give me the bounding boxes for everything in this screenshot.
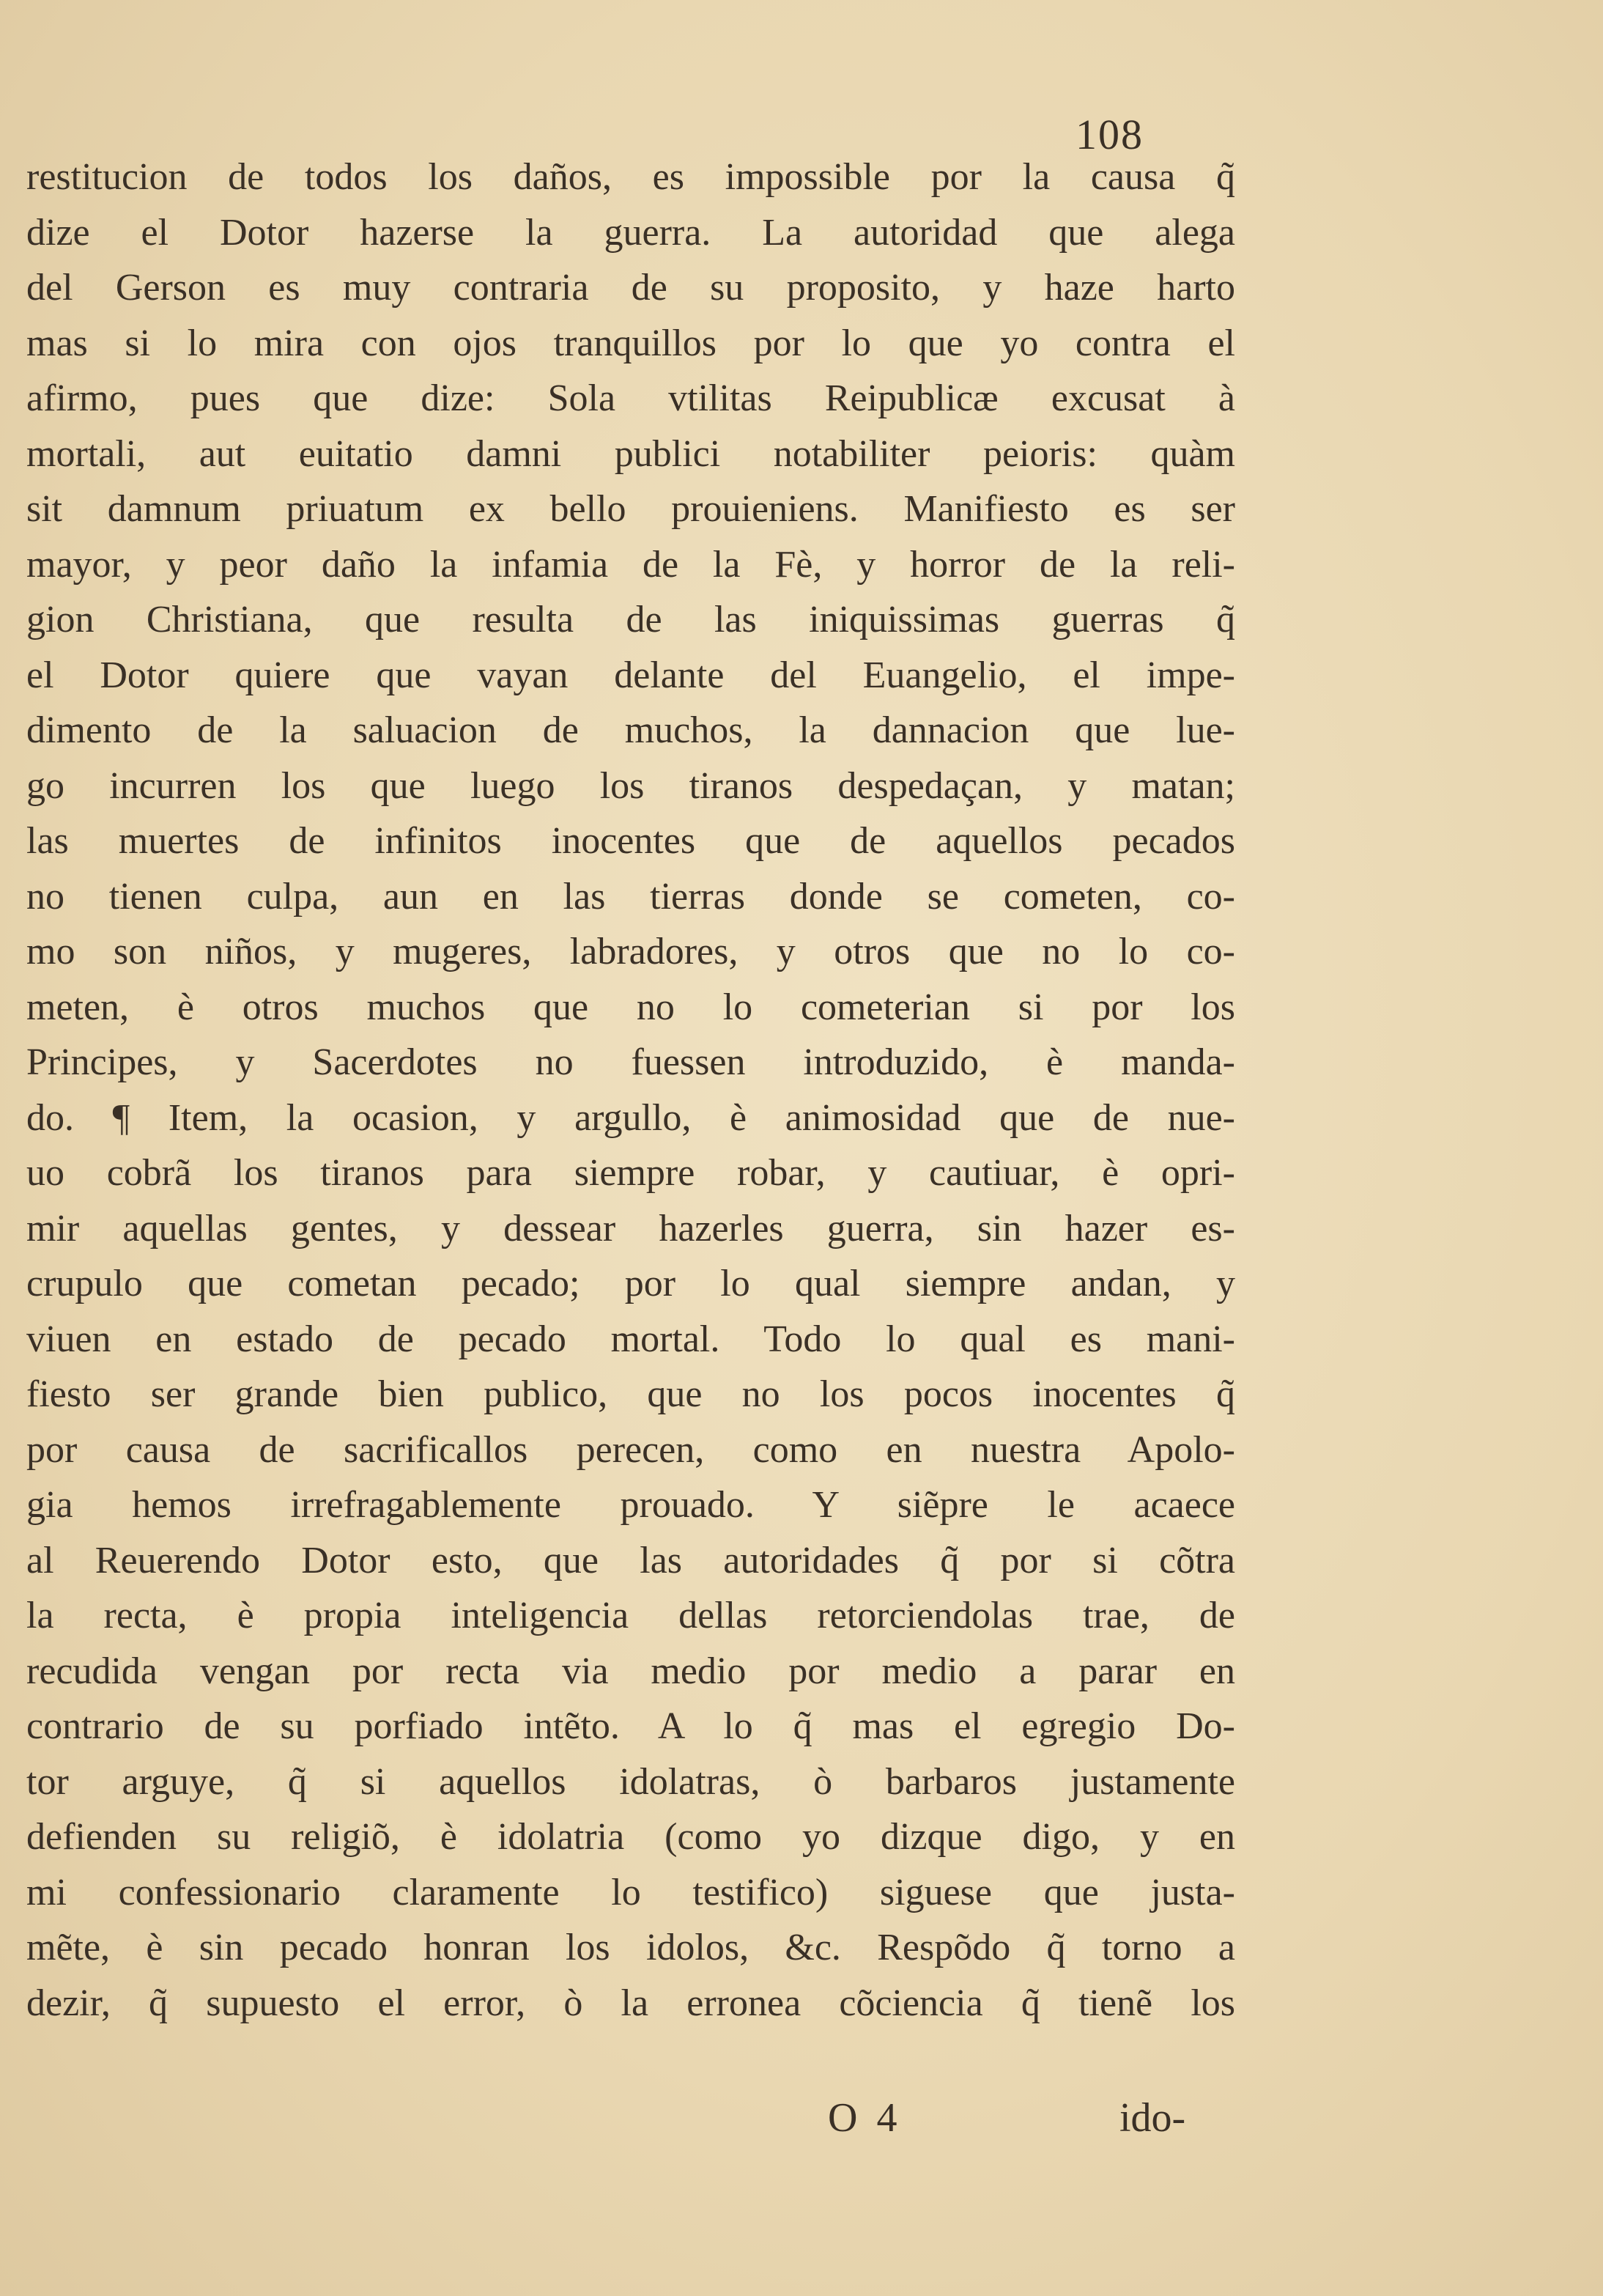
text-line: por causa de sacrificallos perecen, como en nuestra Apolo- — [26, 1428, 1235, 1471]
text-body — [26, 150, 1235, 2031]
text-line: la recta, è propia inteligencia dellas retorciendolas trae, de — [26, 1595, 1235, 1636]
text-line: del Gerson es muy contraria de su proposito, y haze harto — [26, 267, 1235, 309]
page-number: 108 — [1076, 111, 1144, 158]
text-line: dimento de la saluacion de muchos, la dannacion que lue- — [26, 709, 1235, 751]
text-line: el Dotor quiere que vayan delante del Euangelio, el impe- — [26, 654, 1235, 696]
text-line: afirmo, pues que dize: Sola vtilitas Reipublicæ excusat à — [26, 377, 1235, 419]
text-line: go incurren los que luego los tiranos despedaçan, y matan; — [26, 764, 1235, 807]
text-line: crupulo que cometan pecado; por lo qual siempre andan, y — [26, 1263, 1235, 1304]
text-line: meten, è otros muchos que no lo cometerian si por los — [26, 986, 1235, 1028]
text-line: mortali, aut euitatio damni publici notabiliter peioris: quàm — [26, 432, 1235, 475]
text-line: mir aquellas gentes, y dessear hazerles guerra, sin hazer es- — [26, 1207, 1235, 1249]
catchword: ido- — [1119, 2095, 1186, 2141]
text-line: tor arguye, q̃ si aquellos idolatras, ò barbaros justamente — [26, 1760, 1235, 1803]
text-line: mas si lo mira con ojos tranquillos por lo que yo contra el — [26, 322, 1235, 364]
page-footer — [0, 2094, 1603, 2146]
text-line: gion Christiana, que resulta de las iniquissimas guerras q̃ — [26, 599, 1235, 641]
text-line: no tienen culpa, aun en las tierras donde se cometen, co- — [26, 875, 1235, 918]
text-line: dize el Dotor hazerse la guerra. La autoridad que alega — [26, 211, 1235, 254]
text-line: recudida vengan por recta via medio por medio a parar en — [26, 1650, 1235, 1692]
text-line: las muertes de infinitos inocentes que de aquellos pecados — [26, 820, 1235, 862]
text-line: mo son niños, y mugeres, labradores, y otros que no lo co- — [26, 931, 1235, 972]
text-line: Principes, y Sacerdotes no fuessen introduzido, è manda- — [26, 1041, 1235, 1083]
signature-mark: O 4 — [828, 2095, 902, 2141]
text-line: contrario de su porfiado intẽto. A lo q̃ mas el egregio Do- — [26, 1705, 1235, 1747]
text-line: mi confessionario claramente lo testifico) siguese que justa- — [26, 1871, 1235, 1913]
text-line: fiesto ser grande bien publico, que no los pocos inocentes q̃ — [26, 1373, 1235, 1415]
text-line: do. ¶ Item, la ocasion, y argullo, è animosidad que de nue- — [26, 1096, 1235, 1139]
text-line: gia hemos irrefragablemente prouado. Y siẽpre le acaece — [26, 1484, 1235, 1526]
text-line: restitucion de todos los daños, es impossible por la causa q̃ — [26, 156, 1235, 198]
text-line: dezir, q̃ supuesto el error, ò la erronea cõciencia q̃ tienẽ los — [26, 1982, 1235, 2024]
text-line: sit damnum priuatum ex bello prouieniens. Manifiesto es ser — [26, 488, 1235, 530]
text-line: uo cobrã los tiranos para siempre robar, y cautiuar, è opri- — [26, 1152, 1235, 1194]
text-line: mẽte, è sin pecado honran los idolos, &c. Respõdo q̃ torno a — [26, 1927, 1235, 1968]
text-line: al Reuerendo Dotor esto, que las autoridades q̃ por si cõtra — [26, 1539, 1235, 1581]
text-line: viuen en estado de pecado mortal. Todo lo qual es mani- — [26, 1318, 1235, 1360]
text-line: defienden su religiõ, è idolatria (como yo dizque digo, y en — [26, 1816, 1235, 1858]
text-line: mayor, y peor daño la infamia de la Fè, y horror de la reli- — [26, 543, 1235, 586]
